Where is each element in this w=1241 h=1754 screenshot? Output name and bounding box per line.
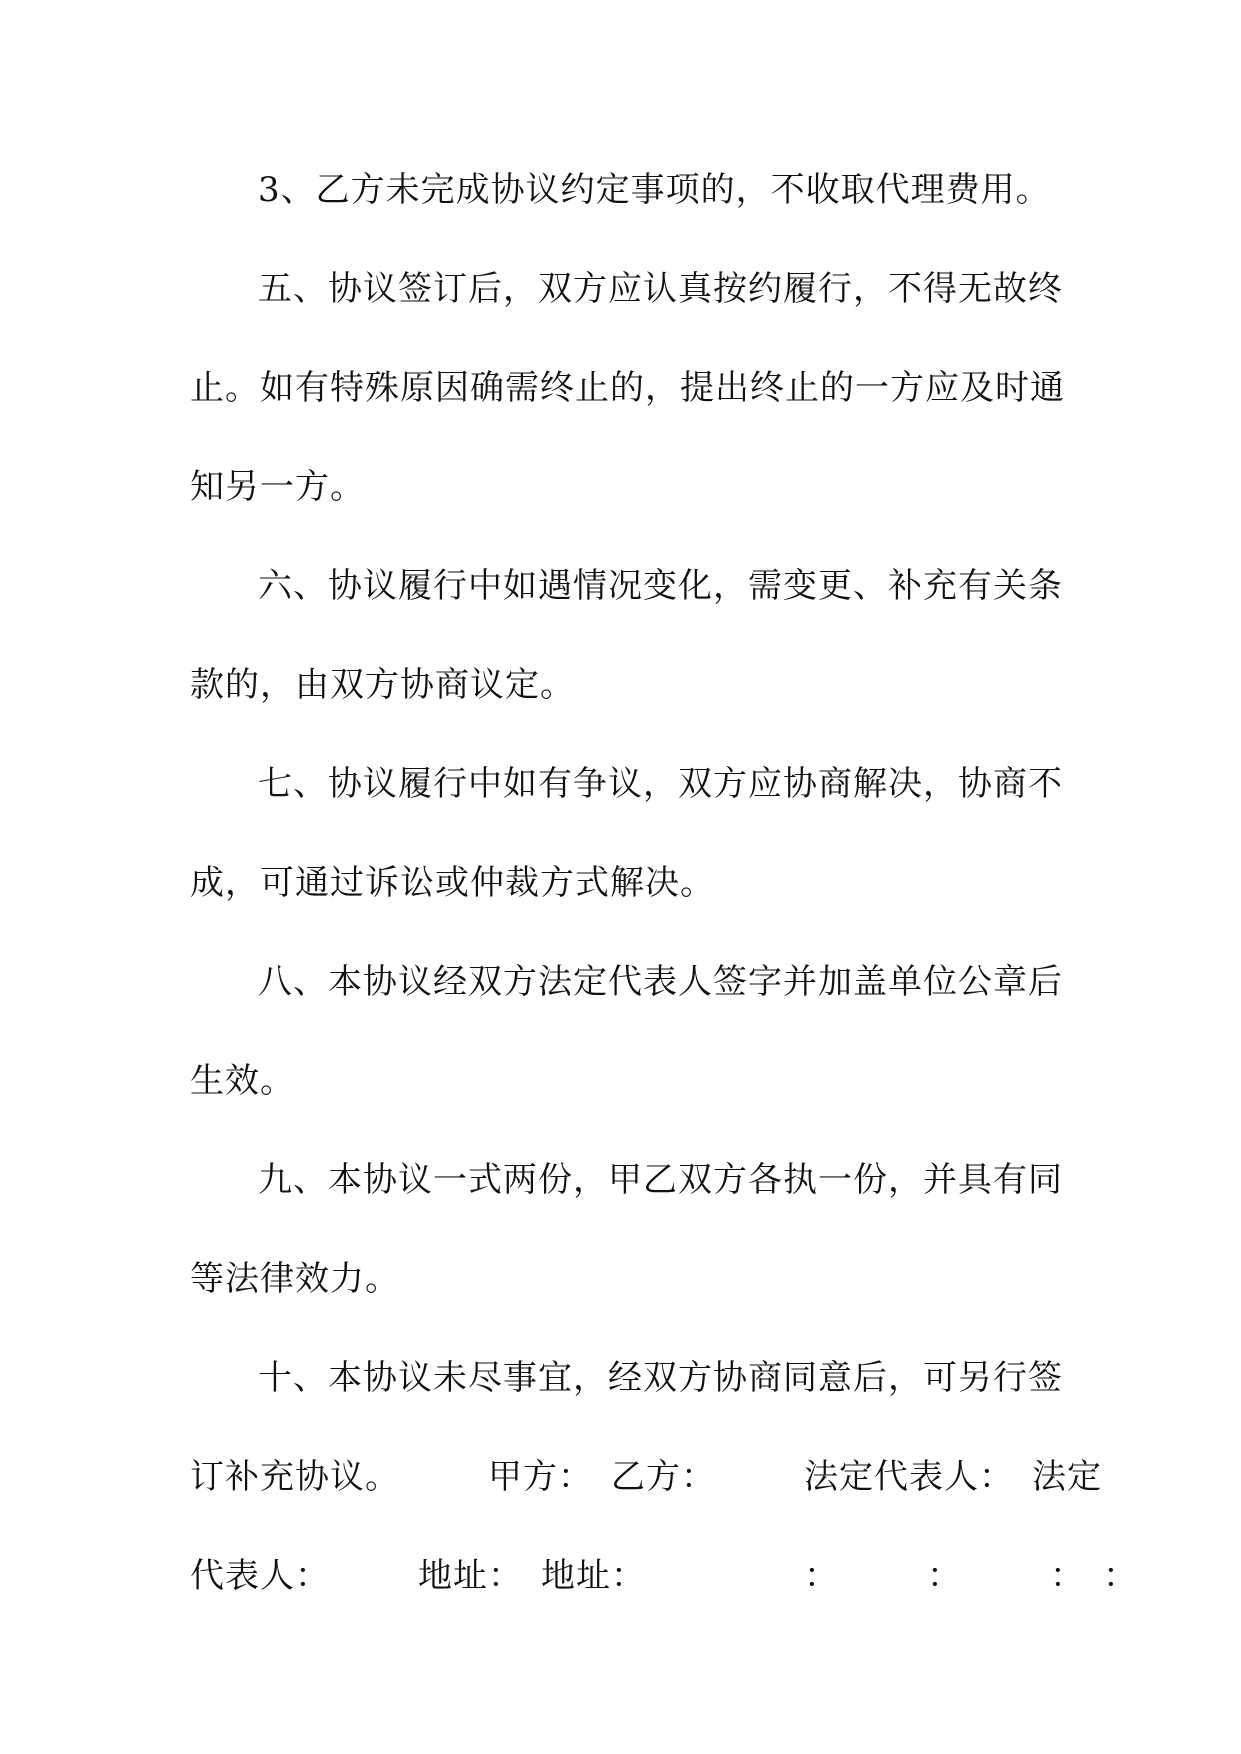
clause-5-line-3: 知另一方。 [190,467,365,507]
clause-10-line-1: 十、本协议未尽事宜，经双方协商同意后，可另行签 [258,1358,1063,1398]
clause-5-line-2: 止。如有特殊原因确需终止的，提出终止的一方应及时通 [190,368,1065,408]
clause-8-line-1: 八、本协议经双方法定代表人签字并加盖单位公章后 [258,962,1063,1002]
clause-9-line-2: 等法律效力。 [190,1259,400,1299]
clause-3-line: 3、乙方未完成协议约定事项的，不收取代理费用。 [258,170,1051,210]
agreement-text [190,160,1138,1645]
clause-7-line-2: 成，可通过诉讼或仲裁方式解决。 [190,863,715,903]
clause-9-line-1: 九、本协议一式两份，甲乙双方各执一份，并具有同 [258,1160,1063,1200]
clause-5-line-1: 五、协议签订后，双方应认真按约履行，不得无故终 [258,269,1063,309]
clause-7-line-1: 七、协议履行中如有争议，双方应协商解决，协商不 [258,764,1063,804]
signature-line-1: 订补充协议。 甲方： 乙方： 法定代表人： 法定 [190,1457,1102,1497]
signature-line-2: 代表人： 地址： 地址： ： ： ： ： [190,1556,1138,1596]
clause-6-line-1: 六、协议履行中如遇情况变化，需变更、补充有关条 [258,566,1063,606]
clause-8-line-2: 生效。 [190,1061,295,1101]
clause-6-line-2: 款的，由双方协商议定。 [190,665,575,705]
